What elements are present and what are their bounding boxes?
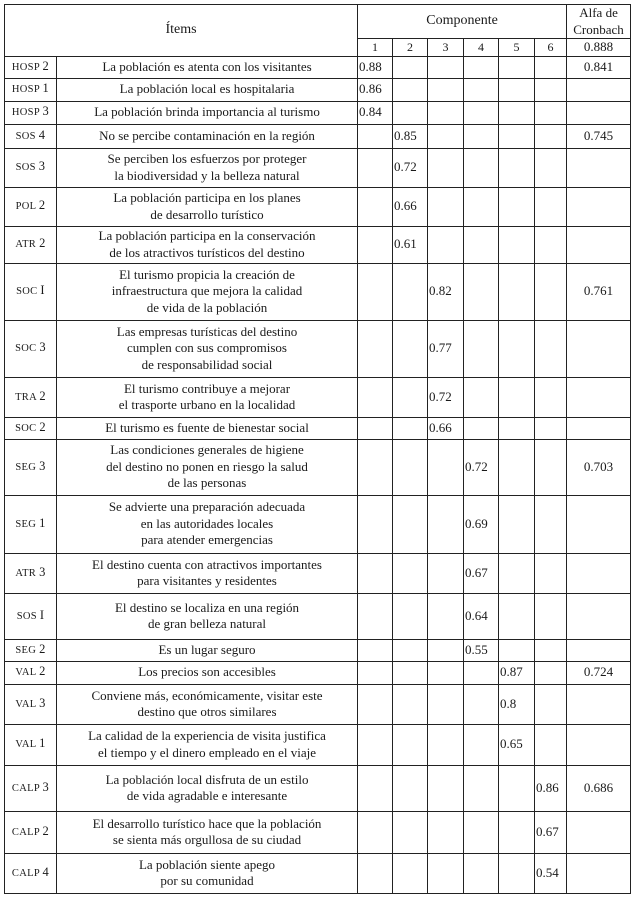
item-code-prefix: SOC xyxy=(15,422,37,434)
item-code xyxy=(5,101,57,124)
empty-cell xyxy=(393,417,428,439)
item-code-number: 1 xyxy=(42,81,50,96)
alfa-value xyxy=(567,853,631,893)
item-code-prefix: SOS xyxy=(16,610,37,622)
loading-value: 0.72 xyxy=(428,377,464,417)
empty-cell xyxy=(499,320,535,377)
loading-value: 0.86 xyxy=(358,78,393,101)
item-code-number: 3 xyxy=(39,458,46,473)
item-description: El turismo contribuye a mejorar el trasporte urbano en la localidad xyxy=(57,377,358,417)
alfa-value: 0.761 xyxy=(567,263,631,320)
component-number-6: 6 xyxy=(535,39,567,57)
item-description: Los precios son accesibles xyxy=(57,661,358,684)
empty-cell xyxy=(499,765,535,811)
componente-header: Componente xyxy=(358,5,567,39)
item-code-number: 4 xyxy=(42,864,50,879)
empty-cell xyxy=(358,811,393,853)
empty-cell xyxy=(393,320,428,377)
component-number-5: 5 xyxy=(499,39,535,57)
item-description: El desarrollo turístico hace que la población se sienta más orgullosa de su ciudad xyxy=(57,811,358,853)
alfa-value: 0.841 xyxy=(567,56,631,78)
loading-value: 0.66 xyxy=(428,417,464,439)
item-description: La población siente apego por su comunidad xyxy=(57,853,358,893)
empty-cell xyxy=(535,495,567,553)
empty-cell xyxy=(499,377,535,417)
empty-cell xyxy=(428,187,464,226)
loading-value: 0.87 xyxy=(499,661,535,684)
empty-cell xyxy=(499,439,535,495)
item-code xyxy=(5,639,57,661)
item-code-prefix: SOS xyxy=(15,130,36,142)
empty-cell xyxy=(499,148,535,187)
empty-cell xyxy=(428,56,464,78)
loading-value: 0.82 xyxy=(428,263,464,320)
empty-cell xyxy=(499,101,535,124)
empty-cell xyxy=(535,417,567,439)
empty-cell xyxy=(393,765,428,811)
item-code-number: 2 xyxy=(42,58,50,73)
empty-cell xyxy=(393,553,428,593)
item-code-number: 3 xyxy=(42,104,50,119)
empty-cell xyxy=(464,320,499,377)
loading-value: 0.8 xyxy=(499,684,535,724)
component-number-1: 1 xyxy=(358,39,393,57)
item-code-prefix: TRA xyxy=(15,391,37,403)
empty-cell xyxy=(499,593,535,639)
item-description: No se percibe contaminación en la región xyxy=(57,124,358,148)
empty-cell xyxy=(464,684,499,724)
empty-cell xyxy=(358,417,393,439)
item-code-number: 3 xyxy=(39,340,46,355)
alfa-value xyxy=(567,639,631,661)
item-code xyxy=(5,226,57,263)
empty-cell xyxy=(535,263,567,320)
item-code-number: 2 xyxy=(39,419,46,434)
loading-value: 0.67 xyxy=(535,811,567,853)
empty-cell xyxy=(358,187,393,226)
empty-cell xyxy=(535,148,567,187)
item-code xyxy=(5,553,57,593)
item-description: La calidad de la experiencia de visita justifica el tiempo y el dinero empleado en el viaje xyxy=(57,724,358,765)
empty-cell xyxy=(358,148,393,187)
empty-cell xyxy=(393,661,428,684)
empty-cell xyxy=(464,101,499,124)
item-code-number: 3 xyxy=(42,779,50,794)
empty-cell xyxy=(464,811,499,853)
item-code-prefix: SEG xyxy=(15,644,37,656)
table-row xyxy=(5,377,631,417)
empty-cell xyxy=(393,639,428,661)
empty-cell xyxy=(358,320,393,377)
item-description: Se advierte una preparación adecuada en las autoridades locales para atender emergencias xyxy=(57,495,358,553)
table-row xyxy=(5,439,631,495)
empty-cell xyxy=(464,377,499,417)
alfa-value xyxy=(567,593,631,639)
empty-cell xyxy=(535,226,567,263)
empty-cell xyxy=(428,639,464,661)
table-row xyxy=(5,553,631,593)
item-code xyxy=(5,320,57,377)
empty-cell xyxy=(464,263,499,320)
item-code-prefix: ATR xyxy=(15,567,37,579)
item-code-number: I xyxy=(40,283,45,298)
item-code-prefix: SOC xyxy=(15,343,37,355)
empty-cell xyxy=(535,639,567,661)
item-code xyxy=(5,187,57,226)
empty-cell xyxy=(535,56,567,78)
item-code xyxy=(5,263,57,320)
table-row xyxy=(5,101,631,124)
alfa-value xyxy=(567,377,631,417)
empty-cell xyxy=(428,495,464,553)
item-code xyxy=(5,56,57,78)
item-code xyxy=(5,593,57,639)
item-code-prefix: SOC xyxy=(16,286,38,298)
alfa-value xyxy=(567,148,631,187)
item-code-prefix: VAL xyxy=(15,667,37,679)
item-code xyxy=(5,853,57,893)
empty-cell xyxy=(393,593,428,639)
loading-value: 0.66 xyxy=(393,187,428,226)
empty-cell xyxy=(535,661,567,684)
item-code-prefix: SEG xyxy=(15,461,37,473)
empty-cell xyxy=(393,439,428,495)
empty-cell xyxy=(428,593,464,639)
empty-cell xyxy=(428,226,464,263)
item-code-number: 1 xyxy=(39,736,46,751)
item-code-prefix: SEG xyxy=(15,518,37,530)
item-code-prefix: POL xyxy=(15,201,36,213)
empty-cell xyxy=(464,226,499,263)
alfa-value: 0.724 xyxy=(567,661,631,684)
alfa-value xyxy=(567,226,631,263)
empty-cell xyxy=(535,78,567,101)
item-description: La población es atenta con los visitantes xyxy=(57,56,358,78)
empty-cell xyxy=(358,263,393,320)
alfa-header: Alfa de Cronbach xyxy=(567,5,631,39)
item-code-prefix: HOSP xyxy=(11,84,40,96)
alfa-value xyxy=(567,187,631,226)
empty-cell xyxy=(499,56,535,78)
alfa-value xyxy=(567,811,631,853)
empty-cell xyxy=(393,377,428,417)
item-description: Las empresas turísticas del destino cumplen con sus compromisos de responsabilidad social xyxy=(57,320,358,377)
empty-cell xyxy=(535,101,567,124)
table-row xyxy=(5,263,631,320)
empty-cell xyxy=(358,439,393,495)
item-code-number: 1 xyxy=(39,515,46,530)
item-description: La población brinda importancia al turismo xyxy=(57,101,358,124)
table-body xyxy=(5,56,631,893)
empty-cell xyxy=(464,724,499,765)
table-row xyxy=(5,765,631,811)
table-row xyxy=(5,187,631,226)
item-code-number: 2 xyxy=(38,198,46,213)
item-code-number: 4 xyxy=(38,127,46,142)
alfa-value xyxy=(567,78,631,101)
item-code-number: 2 xyxy=(42,823,50,838)
empty-cell xyxy=(358,853,393,893)
component-number-2: 2 xyxy=(393,39,428,57)
empty-cell xyxy=(428,553,464,593)
empty-cell xyxy=(464,417,499,439)
alfa-value: 0.703 xyxy=(567,439,631,495)
item-description: Las condiciones generales de higiene del destino no ponen en riesgo la salud de las personas xyxy=(57,439,358,495)
empty-cell xyxy=(428,811,464,853)
empty-cell xyxy=(358,124,393,148)
empty-cell xyxy=(393,811,428,853)
alfa-value xyxy=(567,320,631,377)
item-description: El destino se localiza en una región de gran belleza natural xyxy=(57,593,358,639)
item-code-prefix: VAL xyxy=(15,698,37,710)
item-code xyxy=(5,377,57,417)
empty-cell xyxy=(535,377,567,417)
table-row xyxy=(5,320,631,377)
empty-cell xyxy=(535,187,567,226)
empty-cell xyxy=(393,853,428,893)
empty-cell xyxy=(393,263,428,320)
loading-value: 0.69 xyxy=(464,495,499,553)
empty-cell xyxy=(358,765,393,811)
loading-value: 0.72 xyxy=(393,148,428,187)
empty-cell xyxy=(499,639,535,661)
alfa-value xyxy=(567,495,631,553)
item-description: La población participa en los planes de desarrollo turístico xyxy=(57,187,358,226)
item-code xyxy=(5,417,57,439)
alfa-value xyxy=(567,724,631,765)
empty-cell xyxy=(358,377,393,417)
item-description: Conviene más, económicamente, visitar este destino que otros similares xyxy=(57,684,358,724)
empty-cell xyxy=(499,553,535,593)
empty-cell xyxy=(499,124,535,148)
empty-cell xyxy=(499,263,535,320)
item-code-number: 3 xyxy=(39,564,46,579)
table-row xyxy=(5,811,631,853)
empty-cell xyxy=(464,661,499,684)
item-code xyxy=(5,495,57,553)
empty-cell xyxy=(393,101,428,124)
loading-value: 0.64 xyxy=(464,593,499,639)
empty-cell xyxy=(358,553,393,593)
loading-value: 0.84 xyxy=(358,101,393,124)
loading-value: 0.65 xyxy=(499,724,535,765)
empty-cell xyxy=(499,853,535,893)
alfa-value xyxy=(567,553,631,593)
table-row xyxy=(5,226,631,263)
empty-cell xyxy=(358,495,393,553)
empty-cell xyxy=(535,124,567,148)
item-description: El turismo propicia la creación de infraestructura que mejora la calidad de vida de la población xyxy=(57,263,358,320)
table-row xyxy=(5,56,631,78)
empty-cell xyxy=(358,639,393,661)
item-description: Es un lugar seguro xyxy=(57,639,358,661)
empty-cell xyxy=(393,78,428,101)
empty-cell xyxy=(358,724,393,765)
table-row xyxy=(5,417,631,439)
empty-cell xyxy=(358,226,393,263)
item-code-number: 2 xyxy=(39,664,46,679)
item-code-number: 3 xyxy=(39,695,46,710)
table-row xyxy=(5,684,631,724)
item-code xyxy=(5,661,57,684)
loading-value: 0.88 xyxy=(358,56,393,78)
table-row xyxy=(5,148,631,187)
item-code xyxy=(5,811,57,853)
alfa-total: 0.888 xyxy=(567,39,631,57)
table-row xyxy=(5,78,631,101)
alfa-value xyxy=(567,101,631,124)
empty-cell xyxy=(499,78,535,101)
loading-value: 0.55 xyxy=(464,639,499,661)
item-description: La población participa en la conservación de los atractivos turísticos del destino xyxy=(57,226,358,263)
empty-cell xyxy=(428,765,464,811)
alfa-value xyxy=(567,417,631,439)
factor-analysis-table xyxy=(4,4,631,894)
loading-value: 0.67 xyxy=(464,553,499,593)
item-code-number: 2 xyxy=(39,388,46,403)
item-description: La población local es hospitalaria xyxy=(57,78,358,101)
table-row xyxy=(5,495,631,553)
loading-value: 0.72 xyxy=(464,439,499,495)
empty-cell xyxy=(428,724,464,765)
alfa-value xyxy=(567,684,631,724)
item-code-number: I xyxy=(39,607,45,622)
empty-cell xyxy=(393,495,428,553)
item-code-prefix: HOSP xyxy=(11,107,40,119)
item-code xyxy=(5,684,57,724)
empty-cell xyxy=(428,439,464,495)
empty-cell xyxy=(464,853,499,893)
empty-cell xyxy=(499,226,535,263)
loading-value: 0.77 xyxy=(428,320,464,377)
table-row xyxy=(5,853,631,893)
empty-cell xyxy=(464,78,499,101)
item-description: El destino cuenta con atractivos importantes para visitantes y residentes xyxy=(57,553,358,593)
empty-cell xyxy=(428,124,464,148)
empty-cell xyxy=(499,811,535,853)
item-code-prefix: HOSP xyxy=(11,61,40,73)
empty-cell xyxy=(535,684,567,724)
table-row xyxy=(5,661,631,684)
item-code xyxy=(5,124,57,148)
item-code xyxy=(5,439,57,495)
item-code xyxy=(5,765,57,811)
loading-value: 0.54 xyxy=(535,853,567,893)
empty-cell xyxy=(393,684,428,724)
empty-cell xyxy=(428,661,464,684)
empty-cell xyxy=(428,684,464,724)
empty-cell xyxy=(464,148,499,187)
component-number-3: 3 xyxy=(428,39,464,57)
table-row xyxy=(5,639,631,661)
empty-cell xyxy=(428,101,464,124)
empty-cell xyxy=(464,187,499,226)
loading-value: 0.86 xyxy=(535,765,567,811)
alfa-value: 0.745 xyxy=(567,124,631,148)
item-code xyxy=(5,148,57,187)
item-code-prefix: SOS xyxy=(15,162,36,174)
empty-cell xyxy=(464,124,499,148)
empty-cell xyxy=(535,553,567,593)
item-description: Se perciben los esfuerzos por proteger la biodiversidad y la belleza natural xyxy=(57,148,358,187)
empty-cell xyxy=(358,593,393,639)
item-code-prefix: CALP xyxy=(11,826,40,838)
empty-cell xyxy=(535,320,567,377)
empty-cell xyxy=(499,495,535,553)
empty-cell xyxy=(428,853,464,893)
items-header: Ítems xyxy=(5,5,358,57)
empty-cell xyxy=(393,56,428,78)
empty-cell xyxy=(499,417,535,439)
empty-cell xyxy=(358,661,393,684)
item-code-number: 3 xyxy=(38,159,46,174)
table-row xyxy=(5,593,631,639)
empty-cell xyxy=(428,148,464,187)
alfa-value: 0.686 xyxy=(567,765,631,811)
empty-cell xyxy=(464,56,499,78)
item-code-prefix: CALP xyxy=(11,867,40,879)
component-number-4: 4 xyxy=(464,39,499,57)
loading-value: 0.85 xyxy=(393,124,428,148)
loading-value: 0.61 xyxy=(393,226,428,263)
empty-cell xyxy=(535,439,567,495)
item-code xyxy=(5,724,57,765)
table-row xyxy=(5,124,631,148)
table-row xyxy=(5,724,631,765)
item-description: La población local disfruta de un estilo de vida agradable e interesante xyxy=(57,765,358,811)
empty-cell xyxy=(499,187,535,226)
item-code-prefix: CALP xyxy=(11,782,40,794)
item-code-prefix: VAL xyxy=(15,739,37,751)
empty-cell xyxy=(535,724,567,765)
item-code-number: 2 xyxy=(39,641,46,656)
empty-cell xyxy=(464,765,499,811)
item-code xyxy=(5,78,57,101)
empty-cell xyxy=(358,684,393,724)
item-description: El turismo es fuente de bienestar social xyxy=(57,417,358,439)
empty-cell xyxy=(393,724,428,765)
item-code-number: 2 xyxy=(39,236,46,251)
item-code-prefix: ATR xyxy=(15,239,37,251)
empty-cell xyxy=(428,78,464,101)
empty-cell xyxy=(535,593,567,639)
